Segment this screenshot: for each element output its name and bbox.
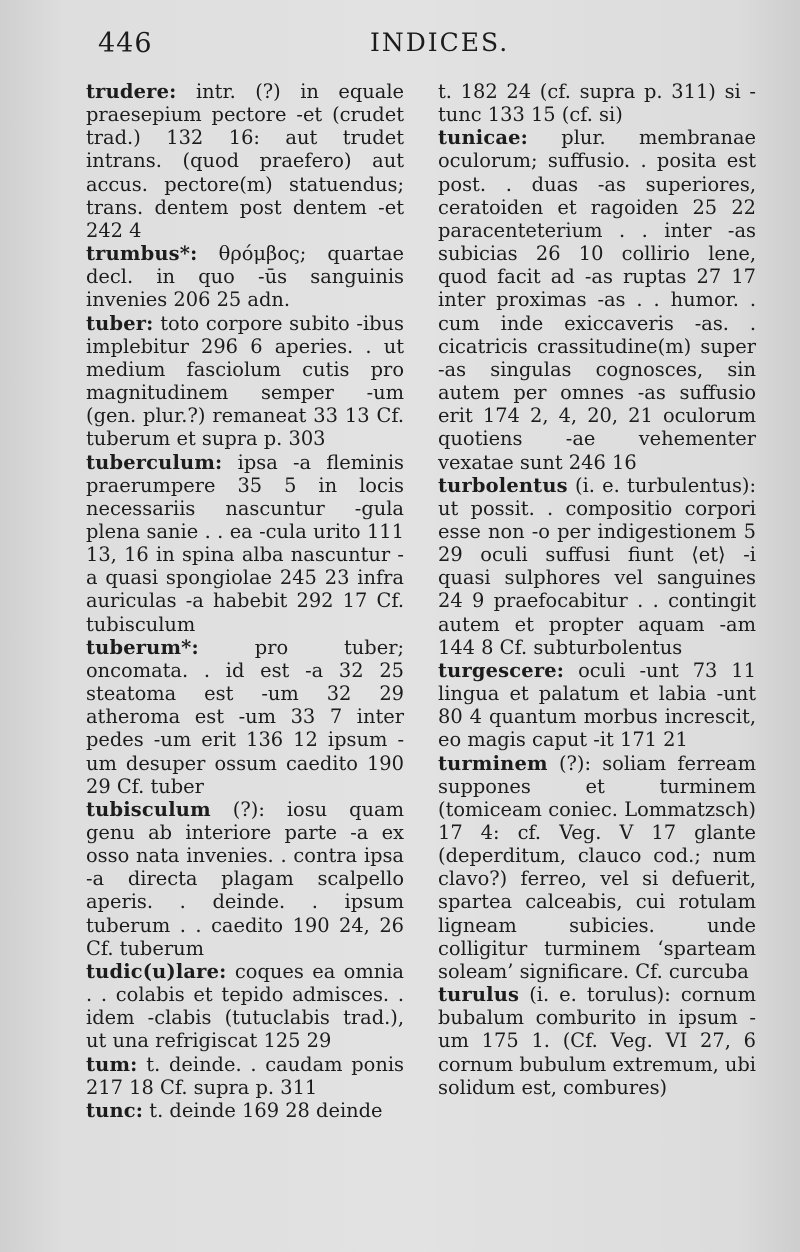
entry-text: ipsa -a fleminis praerumpere 35 5 in locis necessariis nascuntur -gula plena sanie . . ea -cula urito 111 13, 16 in spina alba nascuntur -a quasi spongiolae 245 23 infra auriculas -a habebit 292 17 Cf. tubisculum bbox=[86, 450, 404, 636]
index-entry bbox=[86, 636, 404, 798]
index-entry bbox=[438, 983, 756, 1099]
entry-headword: turbolentus bbox=[438, 473, 568, 497]
index-entry bbox=[86, 1053, 404, 1099]
entry-text: t. deinde 169 28 deinde bbox=[149, 1098, 383, 1122]
entry-text: intr. (?) in equale praesepium pectore -et (crudet trad.) 132 16: aut trudet intrans. (quod praefero) aut accus. pectore(m) statuendus; trans. dentem post dentem -et 242 4 bbox=[86, 80, 404, 242]
index-entry bbox=[86, 451, 404, 636]
entry-text: plur. membranae oculorum; suffusio. . posita est post. . duas -as superiores, ceratoiden et ragoiden 25 22 paracenteterium . . inter -as subicias 26 10 collirio lene, quod facit ad -as ruptas 27 17 inter proximas -as . . humor. . cum inde exiccaveris -as. . cicatricis crassitudine(m) super -as singulas cognosces, sin autem per omnes -as suffusio erit 174 2, 4, 20, 21 oculorum quotiens -ae vehementer vexatae sunt 246 16 bbox=[438, 126, 756, 474]
entry-headword: tunicae: bbox=[438, 126, 528, 150]
entry-text: (i. e. turbulentus): ut possit. . compositio corpori esse non -o per indigestionem 5 29 oculi suffusi fiunt ⟨et⟩ -i quasi sulphores vel sanguines 24 9 praefocabitur . . contingit autem et propter aquam -am 144 8 Cf. subturbolentus bbox=[438, 473, 756, 659]
running-head: INDICES. bbox=[370, 28, 510, 57]
entry-headword: tuberculum: bbox=[86, 450, 223, 474]
entry-headword: tuberum*: bbox=[86, 635, 199, 659]
entry-text: t. 182 24 (cf. supra p. 311) si -tunc 133 15 (cf. si) bbox=[438, 80, 756, 127]
index-entry bbox=[86, 312, 404, 451]
entry-text: pro tuber; oncomata. . id est -a 32 25 steatoma est -um 32 29 atheroma est -um 33 7 inter pedes -um erit 136 12 ipsum -um desuper ossum caedito 190 29 Cf. tuber bbox=[86, 635, 404, 798]
page-header bbox=[88, 28, 713, 68]
page-number: 446 bbox=[98, 28, 153, 59]
index-entry bbox=[86, 80, 404, 242]
right-column bbox=[438, 80, 756, 1099]
index-entry bbox=[438, 474, 756, 659]
index-entry bbox=[86, 798, 404, 960]
left-column bbox=[86, 80, 404, 1122]
index-entry bbox=[438, 659, 756, 752]
entry-text: (i. e. torulus): cornum bubalum comburito in ipsum -um 175 1. (Cf. Veg. VI 27, 6 cornum bubulum extremum, ubi solidum est, combures) bbox=[438, 983, 757, 1099]
entry-headword: trudere: bbox=[86, 80, 177, 103]
index-entry bbox=[438, 752, 756, 984]
entry-headword: tudic(u)lare: bbox=[86, 959, 227, 983]
entry-text: t. deinde. . caudam ponis 217 18 Cf. supra p. 311 bbox=[86, 1052, 404, 1099]
index-entry bbox=[86, 242, 404, 311]
entry-text: θρόμβος; quartae decl. in quo -ūs sanguinis invenies 206 25 adn. bbox=[86, 242, 404, 312]
entry-text: toto corpore subito -ibus implebitur 296 6 aperies. . ut medium fasciolum cutis pro magnitudinem semper -um (gen. plur.?) remaneat 33 13 Cf. tuberum et supra p. 303 bbox=[86, 311, 405, 451]
entry-text: (?): iosu quam genu ab interiore parte -a ex osso nata invenies. . contra ipsa -a directa plagam scalpello aperis. . deinde. . ipsum tuberum . . caedito 190 24, 26 Cf. tuberum bbox=[86, 797, 404, 960]
entry-text: oculi -unt 73 11 lingua et palatum et labia -unt 80 4 quantum morbus increscit, eo magis caput -it 171 21 bbox=[438, 658, 756, 752]
entry-headword: tunc: bbox=[86, 1098, 144, 1122]
entry-headword: tubisculum bbox=[86, 797, 211, 821]
entry-headword: turminem bbox=[438, 751, 548, 775]
entry-text: coques ea omnia . . colabis et tepido admisces. . idem -clabis (tutuclabis trad.), ut una refrigiscat 125 29 bbox=[86, 959, 404, 1053]
entry-text: (?): soliam ferream suppones et turminem (tomiceam coniec. Lommatzsch) 17 4: cf. Veg. V 17 glante (deperditum, clauco cod.; num clavo?) ferreo, vel si defuerit, spartea calceabis, cui rotulam ligneam subicies. unde colligitur turminem ‘sparteam soleam’ significare. Cf. curcuba bbox=[438, 751, 756, 983]
entry-headword: turulus bbox=[438, 983, 520, 1007]
index-entry bbox=[86, 960, 404, 1053]
entry-headword: tuber: bbox=[86, 311, 154, 335]
index-entry bbox=[438, 126, 756, 473]
index-entry bbox=[86, 1099, 404, 1122]
entry-headword: trumbus*: bbox=[86, 242, 198, 266]
entry-headword: turgescere: bbox=[438, 658, 565, 682]
entry-headword: tum: bbox=[86, 1052, 138, 1076]
index-entry-continued bbox=[438, 80, 756, 126]
